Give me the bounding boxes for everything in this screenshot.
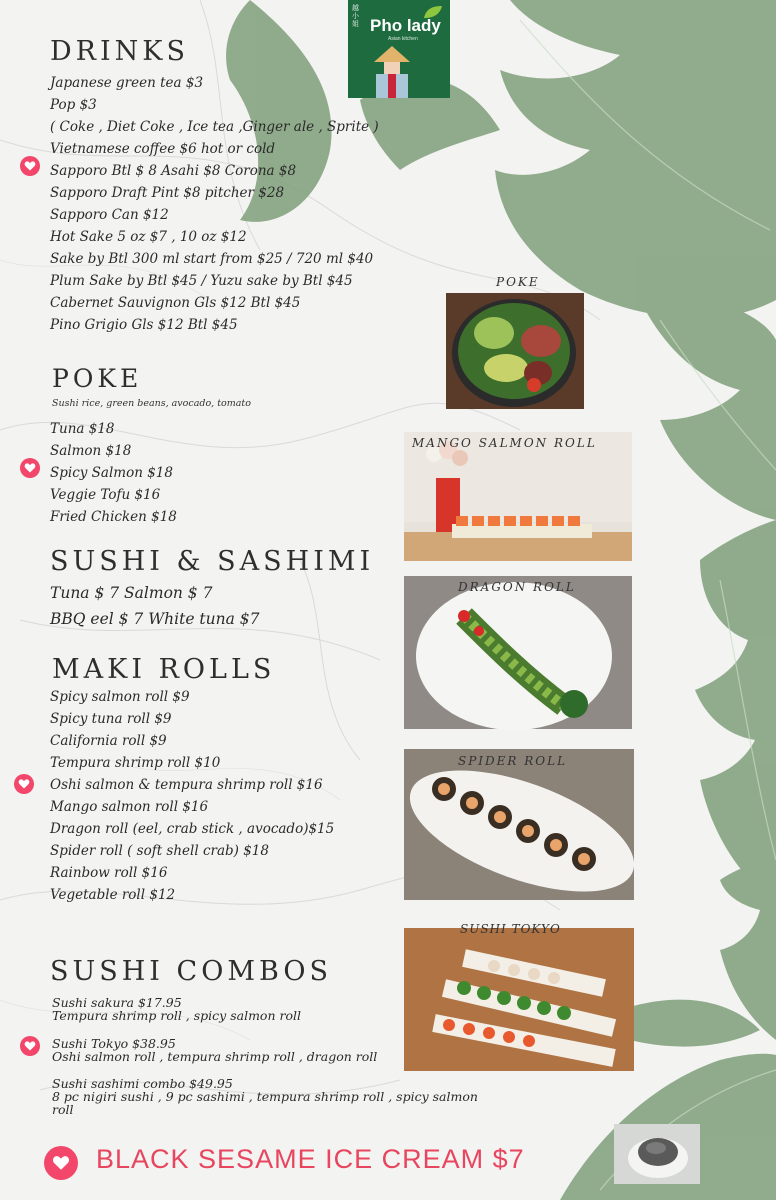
combos-heading: SUSHI COMBOS [50, 956, 332, 987]
sushi-sashimi-heading: SUSHI & SASHIMI [50, 546, 375, 577]
mango-salmon-caption: MANGO SALMON ROLL [412, 436, 597, 450]
logo-chinese-text: 越小姐 [352, 4, 359, 28]
dragon-roll-photo [404, 576, 632, 729]
maki-item: Oshi salmon & tempura shrimp roll $16 [50, 777, 323, 793]
maki-item: Vegetable roll $12 [50, 887, 176, 903]
maki-item: Dragon roll (eel, crab stick , avocado)$15 [50, 821, 335, 837]
logo-title: Pho lady [370, 16, 441, 35]
combo-item [52, 996, 392, 1022]
poke-item: Spicy Salmon $18 [50, 465, 173, 481]
maki-item: Mango salmon roll $16 [50, 799, 209, 815]
sushi-sashimi-list [50, 580, 260, 632]
poke-item: Salmon $18 [50, 443, 132, 459]
poke-photo [446, 293, 584, 409]
combo-description: Tempura shrimp roll , spicy salmon roll [52, 1008, 301, 1023]
spider-roll-caption: SPIDER ROLL [458, 754, 568, 768]
maki-item: California roll $9 [50, 733, 167, 749]
poke-list [50, 418, 177, 528]
heart-icon [20, 458, 40, 478]
combo-title: Sushi sakura $17.95 [52, 995, 182, 1010]
drink-item: Sake by Btl 300 ml start from $25 / 720 ml $40 [50, 251, 374, 267]
drink-item: Sapporo Can $12 [50, 207, 169, 223]
poke-item: Tuna $18 [50, 421, 115, 437]
drink-item: Sapporo Btl $ 8 Asahi $8 Corona $8 [50, 163, 297, 179]
heart-icon [20, 156, 40, 176]
maki-item: Tempura shrimp roll $10 [50, 755, 221, 771]
combo-description: Oshi salmon roll , tempura shrimp roll , dragon roll [52, 1049, 378, 1064]
maki-item: Spider roll ( soft shell crab) $18 [50, 843, 269, 859]
drink-item: ( Coke , Diet Coke , Ice tea ,Ginger ale , Sprite ) [50, 119, 379, 135]
combo-item [52, 1077, 492, 1116]
mango-salmon-photo [404, 432, 632, 561]
poke-subtitle: Sushi rice, green beans, avocado, tomato [52, 398, 251, 409]
sushi-item: Tuna $ 7 Salmon $ 7 [50, 584, 213, 602]
drink-item: Sapporo Draft Pint $8 pitcher $28 [50, 185, 285, 201]
drink-item: Japanese green tea $3 [50, 75, 204, 91]
maki-heading: MAKI ROLLS [52, 654, 276, 685]
heart-icon [14, 774, 34, 794]
maki-list [50, 686, 334, 906]
sushi-item: BBQ eel $ 7 White tuna $7 [50, 610, 260, 628]
drink-item: Pop $3 [50, 97, 97, 113]
drink-item: Hot Sake 5 oz $7 , 10 oz $12 [50, 229, 247, 245]
logo-subtitle: Asian kitchen [388, 36, 418, 42]
combo-description: 8 pc nigiri sushi , 9 pc sashimi , tempura shrimp roll , spicy salmon roll [52, 1089, 478, 1117]
drinks-list [50, 72, 379, 336]
poke-photo-caption: POKE [496, 275, 540, 289]
poke-heading: POKE [52, 364, 143, 393]
drink-item: Plum Sake by Btl $45 / Yuzu sake by Btl $45 [50, 273, 353, 289]
poke-item: Veggie Tofu $16 [50, 487, 161, 503]
maki-item: Rainbow roll $16 [50, 865, 168, 881]
drink-item: Pino Grigio Gls $12 Btl $45 [50, 317, 238, 333]
dessert-item: BLACK SESAME ICE CREAM $7 [96, 1144, 525, 1174]
combo-title: Sushi sashimi combo $49.95 [52, 1076, 233, 1091]
maki-item: Spicy tuna roll $9 [50, 711, 172, 727]
ice-cream-photo [614, 1124, 700, 1184]
maki-item: Spicy salmon roll $9 [50, 689, 190, 705]
drink-item: Cabernet Sauvignon Gls $12 Btl $45 [50, 295, 301, 311]
drink-item: Vietnamese coffee $6 hot or cold [50, 141, 276, 157]
sushi-tokyo-caption: SUSHI TOKYO [460, 922, 561, 936]
poke-item: Fried Chicken $18 [50, 509, 177, 525]
combo-title: Sushi Tokyo $38.95 [52, 1036, 176, 1051]
spider-roll-photo [404, 749, 634, 900]
heart-icon [20, 1036, 40, 1056]
heart-icon [44, 1146, 78, 1180]
dragon-roll-caption: DRAGON ROLL [458, 580, 576, 594]
sushi-tokyo-photo [404, 928, 634, 1071]
drinks-heading: DRINKS [50, 36, 189, 67]
leaf-logo-icon [422, 4, 444, 20]
